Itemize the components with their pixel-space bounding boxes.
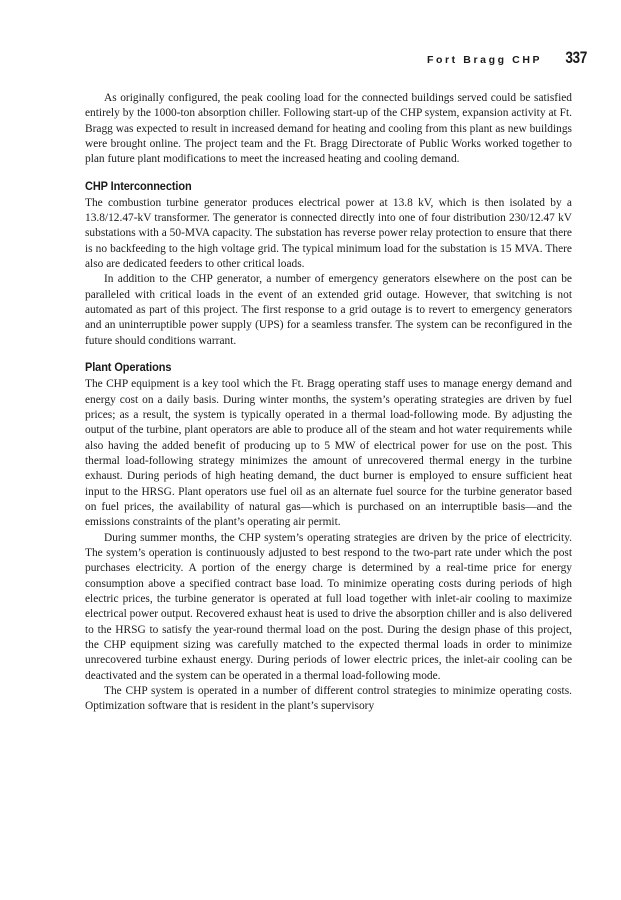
section-heading-chp-interconnection: CHP Interconnection <box>85 178 192 193</box>
paragraph: The CHP equipment is a key tool which the Ft. Bragg operating staff uses to manage energy demand and energy cost on a daily basis. During winter months, the system’s operating strategies are driven by fuel prices; as a result, the system is typically operated in a thermal load-following mode. By adjusting the output of the turbine, plant operators are able to produce all of the steam and hot water requirements while also having the added benefit of producing up to 5 MW of electrical power for use on the post. This thermal load-following strategy minimizes the amount of unrecovered thermal energy in the turbine exhaust. During periods of high heating demand, the duct burner is employed to ensure sufficient heat input to the HRSG. Plant operators use fuel oil as an alternate fuel source for the turbine generator based on fuel prices, the availability of natural gas—which is purchased on an interruptible basis—and the emissions constraints of the plant’s operating air permit. <box>85 378 572 529</box>
paragraph: The CHP system is operated in a number of different control strategies to minimize operating costs. Optimization software that is resident in the plant’s supervisory <box>85 685 572 713</box>
body-text <box>85 91 572 715</box>
paragraph: In addition to the CHP generator, a number of emergency generators elsewhere on the post can be paralleled with critical loads in the event of an extended grid outage. However, that switching is not automated as part of this project. The first response to a grid outage is to revert to emergency generators and an uninterruptible power supply (UPS) for a seamless transfer. The system can be reconfigured in the future should conditions warrant. <box>85 273 572 347</box>
running-title: Fort Bragg CHP <box>426 54 543 66</box>
page-number: 337 <box>565 48 587 67</box>
running-head <box>427 48 587 68</box>
section-heading-plant-operations: Plant Operations <box>85 360 172 375</box>
paragraph: The combustion turbine generator produces electrical power at 13.8 kV, which is then isolated by a 13.8/12.47-kV transformer. The generator is connected directly into one of four distribution 230/12.47 kV substations with a 50-MVA capacity. The substation has reverse power relay protection to ensure that there is no backfeeding to the high voltage grid. The typical minimum load for the substation is 15 MVA. There also are dedicated feeders to other critical loads. <box>85 196 572 271</box>
intro-paragraph: As originally configured, the peak cooling load for the connected buildings served could be satisfied entirely by the 1000-ton absorption chiller. Following start-up of the CHP system, expansion activity at Ft. Bragg was expected to result in increased demand for heating and cooling from this plant as new buildings were brought online. The project team and the Ft. Bragg Directorate of Public Works worked together to plan future plant modifications to meet the increased heating and cooling demand. <box>85 92 572 166</box>
paragraph: During summer months, the CHP system’s operating strategies are driven by the price of electricity. The system’s operation is continuously adjusted to best respond to the two-part rate under which the post purchases electricity. A portion of the energy charge is determined by a real-time price for energy consumption above a specified contract base load. To minimize operating costs during periods of high electric prices, the turbine generator is operated at full load together with inlet-air cooling to maximize electrical power output. Recovered exhaust heat is used to drive the absorption chiller and is also delivered to the HRSG to satisfy the year-round thermal load on the post. During the design phase of this project, the CHP equipment sizing was carefully matched to the expected thermal loads in order to minimize unrecovered turbine exhaust energy. During periods of lower electric prices, the inlet-air cooling can be deactivated and the system can be operated in a thermal load-following mode. <box>85 531 572 682</box>
